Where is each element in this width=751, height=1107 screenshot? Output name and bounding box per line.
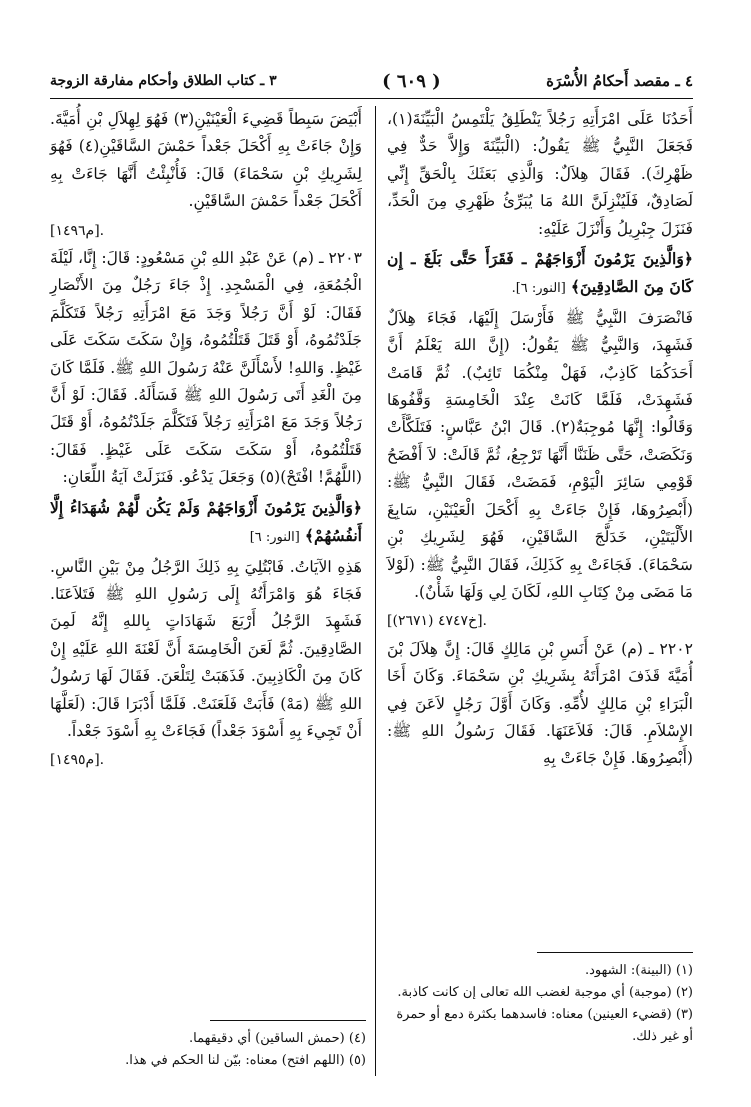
footnote: (٤) (حمش الساقين) أي دقيقهما.: [189, 1031, 366, 1046]
left-column: [50, 106, 362, 775]
hadith-text: هَذِهِ الآيَاتُ. فَابْتُلِيَ بِهِ ذَلِكَ الرَّجُلُ مِنْ بَيْنِ النَّاسِ. فَجَاءَ هُوَ وَامْرَأَتُهُ إِلَى رَسُولِ اللهِ ﷺ فَتَلاَعَنَا. فَشَهِدَ الرَّجُلُ أَرْبَعَ شَهَادَاتٍ بِاللهِ إِنَّهُ لَمِنَ الصَّادِقِينَ. ثُمَّ لَعَنَ الْخَامِسَةَ أَنَّ لَعْنَةَ اللهِ عَلَيْهِ إِنْ كَانَ مِنَ الْكَاذِبِينَ. فَذَهَبَتْ لِتَلْعَنَ. فَقَالَ لَهَا رَسُولُ اللهِ ﷺ (مَهْ) فَأَبَتْ فَلَعَنَتْ. فَلَمَّا أَدْبَرَا قَالَ: (لَعَلَّهَا أَنْ تَجِيءَ بِهِ أَسْوَدَ جَعْداً) فَجَاءَتْ بِهِ أَسْوَدَ جَعْداً.: [50, 557, 362, 740]
running-header: [50, 66, 693, 96]
quran-verse: ﴿وَالَّذِينَ يَرْمُونَ أَزْوَاجَهُمْ وَلَمْ يَكُن لَّهُمْ شُهَدَاءُ إِلَّا أَنفُسُهُمْ﴾: [50, 497, 362, 546]
footnote: (٥) (اللهم افتح) معناه: بيّن لنا الحكم في هذا.: [125, 1053, 366, 1068]
footnote: (١) (البينة): الشهود.: [584, 963, 693, 978]
hadith-reference: [م١٤٩٥].: [50, 752, 105, 769]
column-divider: [375, 106, 376, 1076]
quran-verse-block: [50, 494, 362, 552]
hadith-text: فَانْصَرَفَ النَّبِيُّ ﷺ فَأَرْسَلَ إِلَيْهَا، فَجَاءَ هِلاَلٌ فَشَهِدَ، وَالنَّبِيُّ ﷺ يَقُولُ: (إِنَّ اللهَ يَعْلَمُ أَنَّ أَحَدَكُمَا كَاذِبٌ، فَهَلْ مِنْكُمَا تَائِبٌ). ثُمَّ قَامَتْ فَشَهِدَتْ، فَلَمَّا كَانَتْ عِنْدَ الْخَامِسَةِ وَقَّفُوهَا وَقَالُوا: إِنَّهَا مُوجِبَةٌ(٢). قَالَ ابْنُ عَبَّاسٍ: فَتَلَكَّأَتْ وَنَكَصَتْ، حَتَّى ظَنَنَّا أَنَّهَا تَرْجِعُ، ثُمَّ قَالَتْ: لاَ أَفْضَحُ قَوْمِي سَائِرَ الْيَوْمِ، فَمَضَتْ، فَقَالَ النَّبِيُّ ﷺ: (أَبْصِرُوهَا، فَإِنْ جَاءَتْ بِهِ أَكْحَلَ الْعَيْنَيْنِ، سَابِغَ الأَلْيَتَيْنِ، خَدَلَّجَ السَّاقَيْنِ، فَهُوَ لِشَرِيكِ بْنِ سَحْمَاءَ). فَجَاءَتْ بِهِ كَذَلِكَ، فَقَالَ النَّبِيُّ ﷺ: (لَوْلاَ مَا مَضَى مِنْ كِتَابِ اللهِ، لَكَانَ لِي وَلَهَا شَأْنٌ).: [387, 308, 693, 601]
hadith-reference: [م١٤٩٦].: [50, 222, 105, 239]
quran-reference: [النور: ٦]: [249, 530, 300, 546]
quran-verse: ﴿وَالَّذِينَ يَرْمُونَ أَزْوَاجَهُمْ ـ فَقَرَأَ حَتَّى بَلَغَ ـ إِن كَانَ مِنَ الصَّادِقِينَ﴾: [387, 249, 693, 297]
footnotes-right: [387, 960, 693, 1048]
footnote-rule: [210, 1020, 366, 1021]
hadith-reference: [خ٤٧٤٧ (٢٦٧١)].: [387, 613, 487, 630]
header-rule: [50, 98, 693, 99]
footnote: (٣) (قضيء العينين) معناه: فاسدهما بكثرة دمع أو حمرة أو غير ذلك.: [396, 1007, 693, 1044]
hadith-text: أَبْيَضَ سَبِطاً قَضِيءَ الْعَيْنَيْنِ(٣) فَهُوَ لِهِلاَلِ بْنِ أُمَيَّةَ. وَإِنْ جَاءَتْ بِهِ أَكْحَلَ جَعْداً حَمْشَ السَّاقَيْنِ(٤) فَهُوَ لِشَرِيكِ بْنِ سَحْمَاءَ) قَالَ: فَأُنْبِئْتُ أَنَّهَا جَاءَتْ بِهِ أَكْحَلَ جَعْداً حَمْشَ السَّاقَيْنِ.: [50, 110, 362, 211]
quran-reference: [النور: ٦].: [511, 281, 566, 297]
hadith-text: ٢٢٠٢ ـ (م) عَنْ أَنَسِ بْنِ مَالِكٍ قَالَ: إِنَّ هِلاَلَ بْنَ أُمَيَّةَ قَذَفَ امْرَأَتَهُ بِشَرِيكِ بْنِ سَحْمَاءَ. وَكَانَ أَخَا الْبَرَاءِ بْنِ مَالِكٍ لأُمِّهِ. وَكَانَ أَوَّلَ رَجُلٍ لاَعَنَ فِي الإِسْلاَمِ. قَالَ: فَلاَعَنَهَا. فَقَالَ رَسُولُ اللهِ ﷺ: (أَبْصِرُوهَا. فَإِنْ جَاءَتْ بِهِ: [387, 639, 693, 768]
footnote: (٢) (موجبة) أي موجبة لغضب الله تعالى إن كانت كاذبة.: [397, 985, 693, 1000]
page-number: ( ٦٠٩ ): [382, 70, 441, 92]
header-section-title: ٤ ـ مقصد أَحكامُ الأُسْرَة: [546, 72, 693, 90]
header-chapter-title: ٣ ـ كتاب الطلاق وأحكام مفارقة الزوجة: [50, 73, 277, 89]
footnote-rule: [537, 952, 693, 953]
footnotes-left: [50, 1028, 366, 1072]
quran-verse-block: [387, 245, 693, 303]
hadith-text: أَحَدُنَا عَلَى امْرَأَتِهِ رَجُلاً يَنْطَلِقُ يَلْتَمِسُ الْبَيِّنَةَ(١)، فَجَعَلَ النَّبِيُّ ﷺ يَقُولُ: (الْبَيِّنَةَ وَإِلاَّ حَدٌّ فِي ظَهْرِكَ). فَقَالَ هِلاَلٌ: وَالَّذِي بَعَثَكَ بِالْحَقِّ إِنِّي لَصَادِقٌ، فَلَيُنْزِلَنَّ اللهُ مَا يُبَرِّئُ ظَهْرِي مِنَ الْحَدِّ، فَنَزَلَ جِبْرِيلُ وَأَنْزَلَ عَلَيْهِ:: [387, 110, 693, 238]
right-column: [387, 106, 693, 775]
hadith-text: ٢٢٠٣ ـ (م) عَنْ عَبْدِ اللهِ بْنِ مَسْعُودٍ: قَالَ: إِنَّا، لَيْلَةَ الْجُمُعَةِ، فِي الْمَسْجِدِ. إِذْ جَاءَ رَجُلٌ مِنَ الأَنْصَارِ فَقَالَ: لَوْ أَنَّ رَجُلاً وَجَدَ مَعَ امْرَأَتِهِ رَجُلاً فَتَكَلَّمَ جَلَدْتُمُوهُ، أَوْ قَتَلَ قَتَلْتُمُوهُ، وَإِنْ سَكَتَ سَكَتَ عَلَى غَيْظٍ. وَاللهِ! لأَسْأَلَنَّ عَنْهُ رَسُولَ اللهِ ﷺ. فَلَمَّا كَانَ مِنَ الْغَدِ أَتَى رَسُولَ اللهِ ﷺ فَسَأَلَهُ. فَقَالَ: لَوْ أَنَّ رَجُلاً وَجَدَ مَعَ امْرَأَتِهِ رَجُلاً فَتَكَلَّمَ جَلَدْتُمُوهُ، أَوْ قَتَلَ قَتَلْتُمُوهُ، أَوْ سَكَتَ سَكَتَ عَلَى غَيْظٍ. فَقَالَ: (اللَّهُمَّ! افْتَحْ)(٥) وَجَعَلَ يَدْعُو. فَنَزَلَتْ آيَةُ اللِّعَانِ:: [50, 249, 362, 487]
